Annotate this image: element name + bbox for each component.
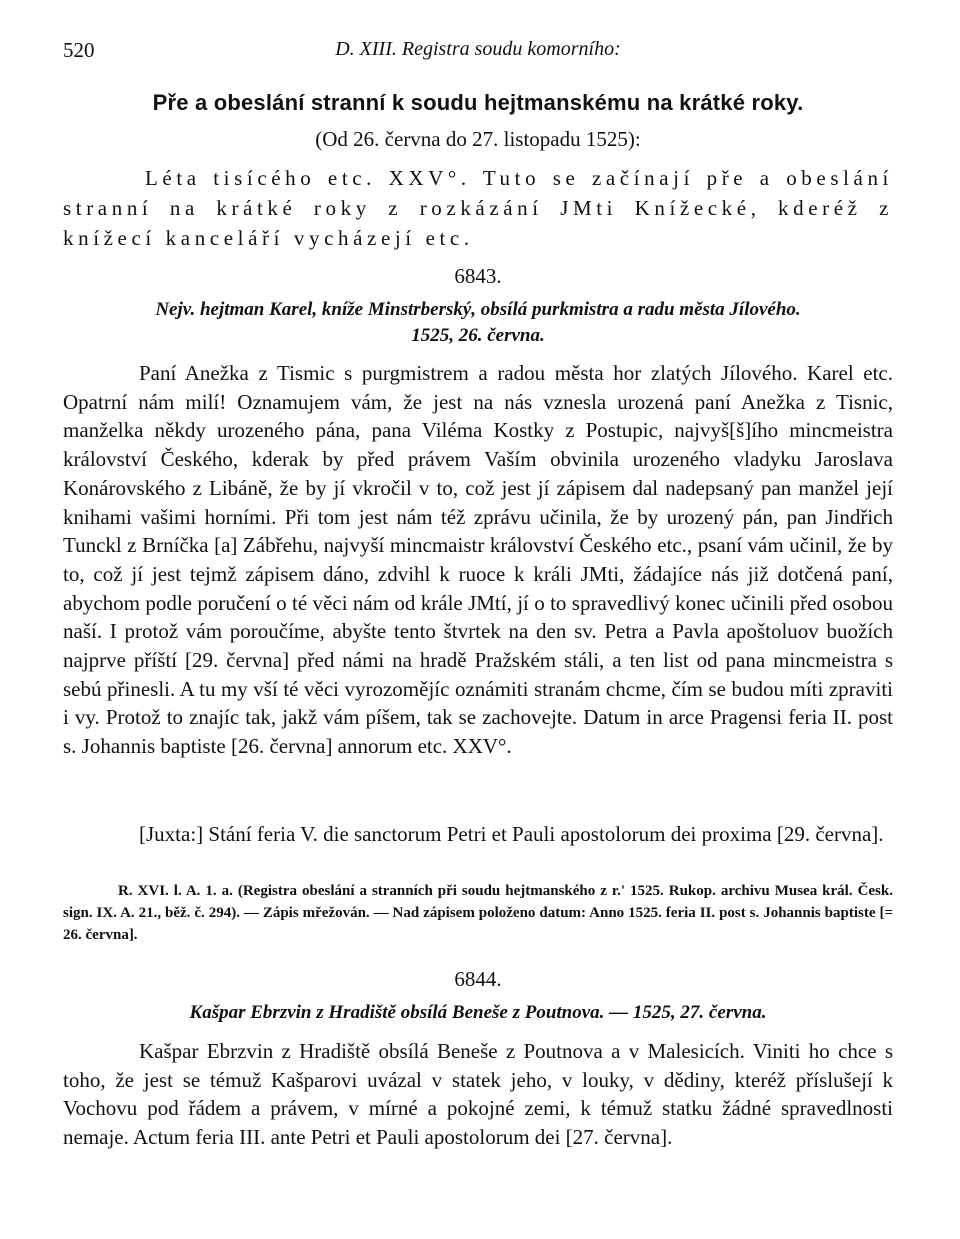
- document-6843-text: Paní Anežka z Tismic s purgmistrem a radou města hor zlatých Jílového. Karel etc. Opatrní nám milí! Oznamujem vám, že jest na nás vznesla urozená paní Anežka z Tisnic, manželka někdy urozeného pána, pana Viléma Kostky z Postupic, najvyš[š]ího mincmeistra království Českého, kderak by před právem Vaším obvinila urozeného vladyku Jaroslava Konárovského z Libáně, že by jí vkročil v to, což jest jí zápisem dal nadepsaný pan manžel její knihami vašimi horními. Při tom jest nám též zprávu učinila, že by urozený pán, pan Jindřich Tunckl z Brníčka [a] Zábřehu, najvyší mincmaistr království Českého etc., psaní vám učinil, že by to, což jí jest tejmž zápisem dáno, zdvihl k ruoce k králi JMti, žádajíce nás již dotčená paní, abychom podle poručení o té věci nám od krále JMtí, jí o to spravedlivý konec učinili před osobou naší. I protož vám poroučíme, abyšte tento štvrtek na den sv. Petra a Pavla apoštoluov buožích najprve příští [29. června] před námi na hradě Pražském stáli, a ten list od pana mincmeistra s sebú přinesli. A tu my vší té věci vyrozomějíc oznámiti stranám chcme, čím se budou míti zpraviti i vy. Protož to znajíc tak, jakž vám píšem, tak se zachovejte. Datum in arce Pragensi feria II. post s. Johannis baptiste [26. června] annorum etc. XXV°.: [63, 361, 893, 759]
- page-header: [63, 38, 893, 70]
- document-6844-text: Kašpar Ebrzvin z Hradiště obsílá Beneše z Poutnova a v Malesicích. Viniti ho chce s toho, že jest se témuž Kašparovi uvázal v statek jeho, v louky, v dědiny, kteréž příslušejí k Vochovu pod řádem a právem, v mírné a pokojné zemi, k témuž statku žádné spravedlnosti nemaje. Actum feria III. ante Petri et Pauli apostolorum dei [27. června].: [63, 1039, 893, 1150]
- section-dates: (Od 26. června do 27. listopadu 1525):: [315, 127, 641, 151]
- regest-6844: Kašpar Ebrzvin z Hradiště obsílá Beneše z Poutnova. — 1525, 27. června.: [189, 1002, 767, 1023]
- document-6843-juxta: [Juxta:] Stání feria V. die sanctorum Petri et Pauli apostolorum dei proxima [29. června].: [139, 822, 884, 846]
- section-title: Pře a obeslání stranní k soudu hejtmanskému na krátké roky.: [152, 90, 804, 115]
- section-intro: Léta tisícého etc. XXV°. Tuto se začínají pře a obeslání stranní na krátké roky z rozkázání JMti Knížecké, kderéž z knížecí kanceláří vycházejí etc.: [63, 166, 893, 250]
- document-number-6844: 6844.: [454, 967, 502, 991]
- running-title: D. XIII. Registra soudu komorního:: [335, 38, 621, 60]
- regest-6843-line1: Nejv. hejtman Karel, kníže Minstrberský, obsílá purkmistra a radu města Jílového.: [155, 299, 801, 320]
- regest-6843-line2: 1525, 26. června.: [411, 325, 545, 346]
- regest-6843: [63, 297, 893, 349]
- page-number: 520: [63, 38, 95, 62]
- document-6843-source-note: R. XVI. l. A. 1. a. (Registra obeslání a stranních při soudu hejtmanského z r.' 1525. Rukop. archivu Musea král. Česk. sign. IX. A. 21., běž. č. 294). — Zápis mřežován. — Nad zápisem položeno datum: Anno 1525. feria II. post s. Johannis baptiste [= 26. června].: [63, 883, 893, 943]
- document-number-6843: 6843.: [454, 264, 502, 288]
